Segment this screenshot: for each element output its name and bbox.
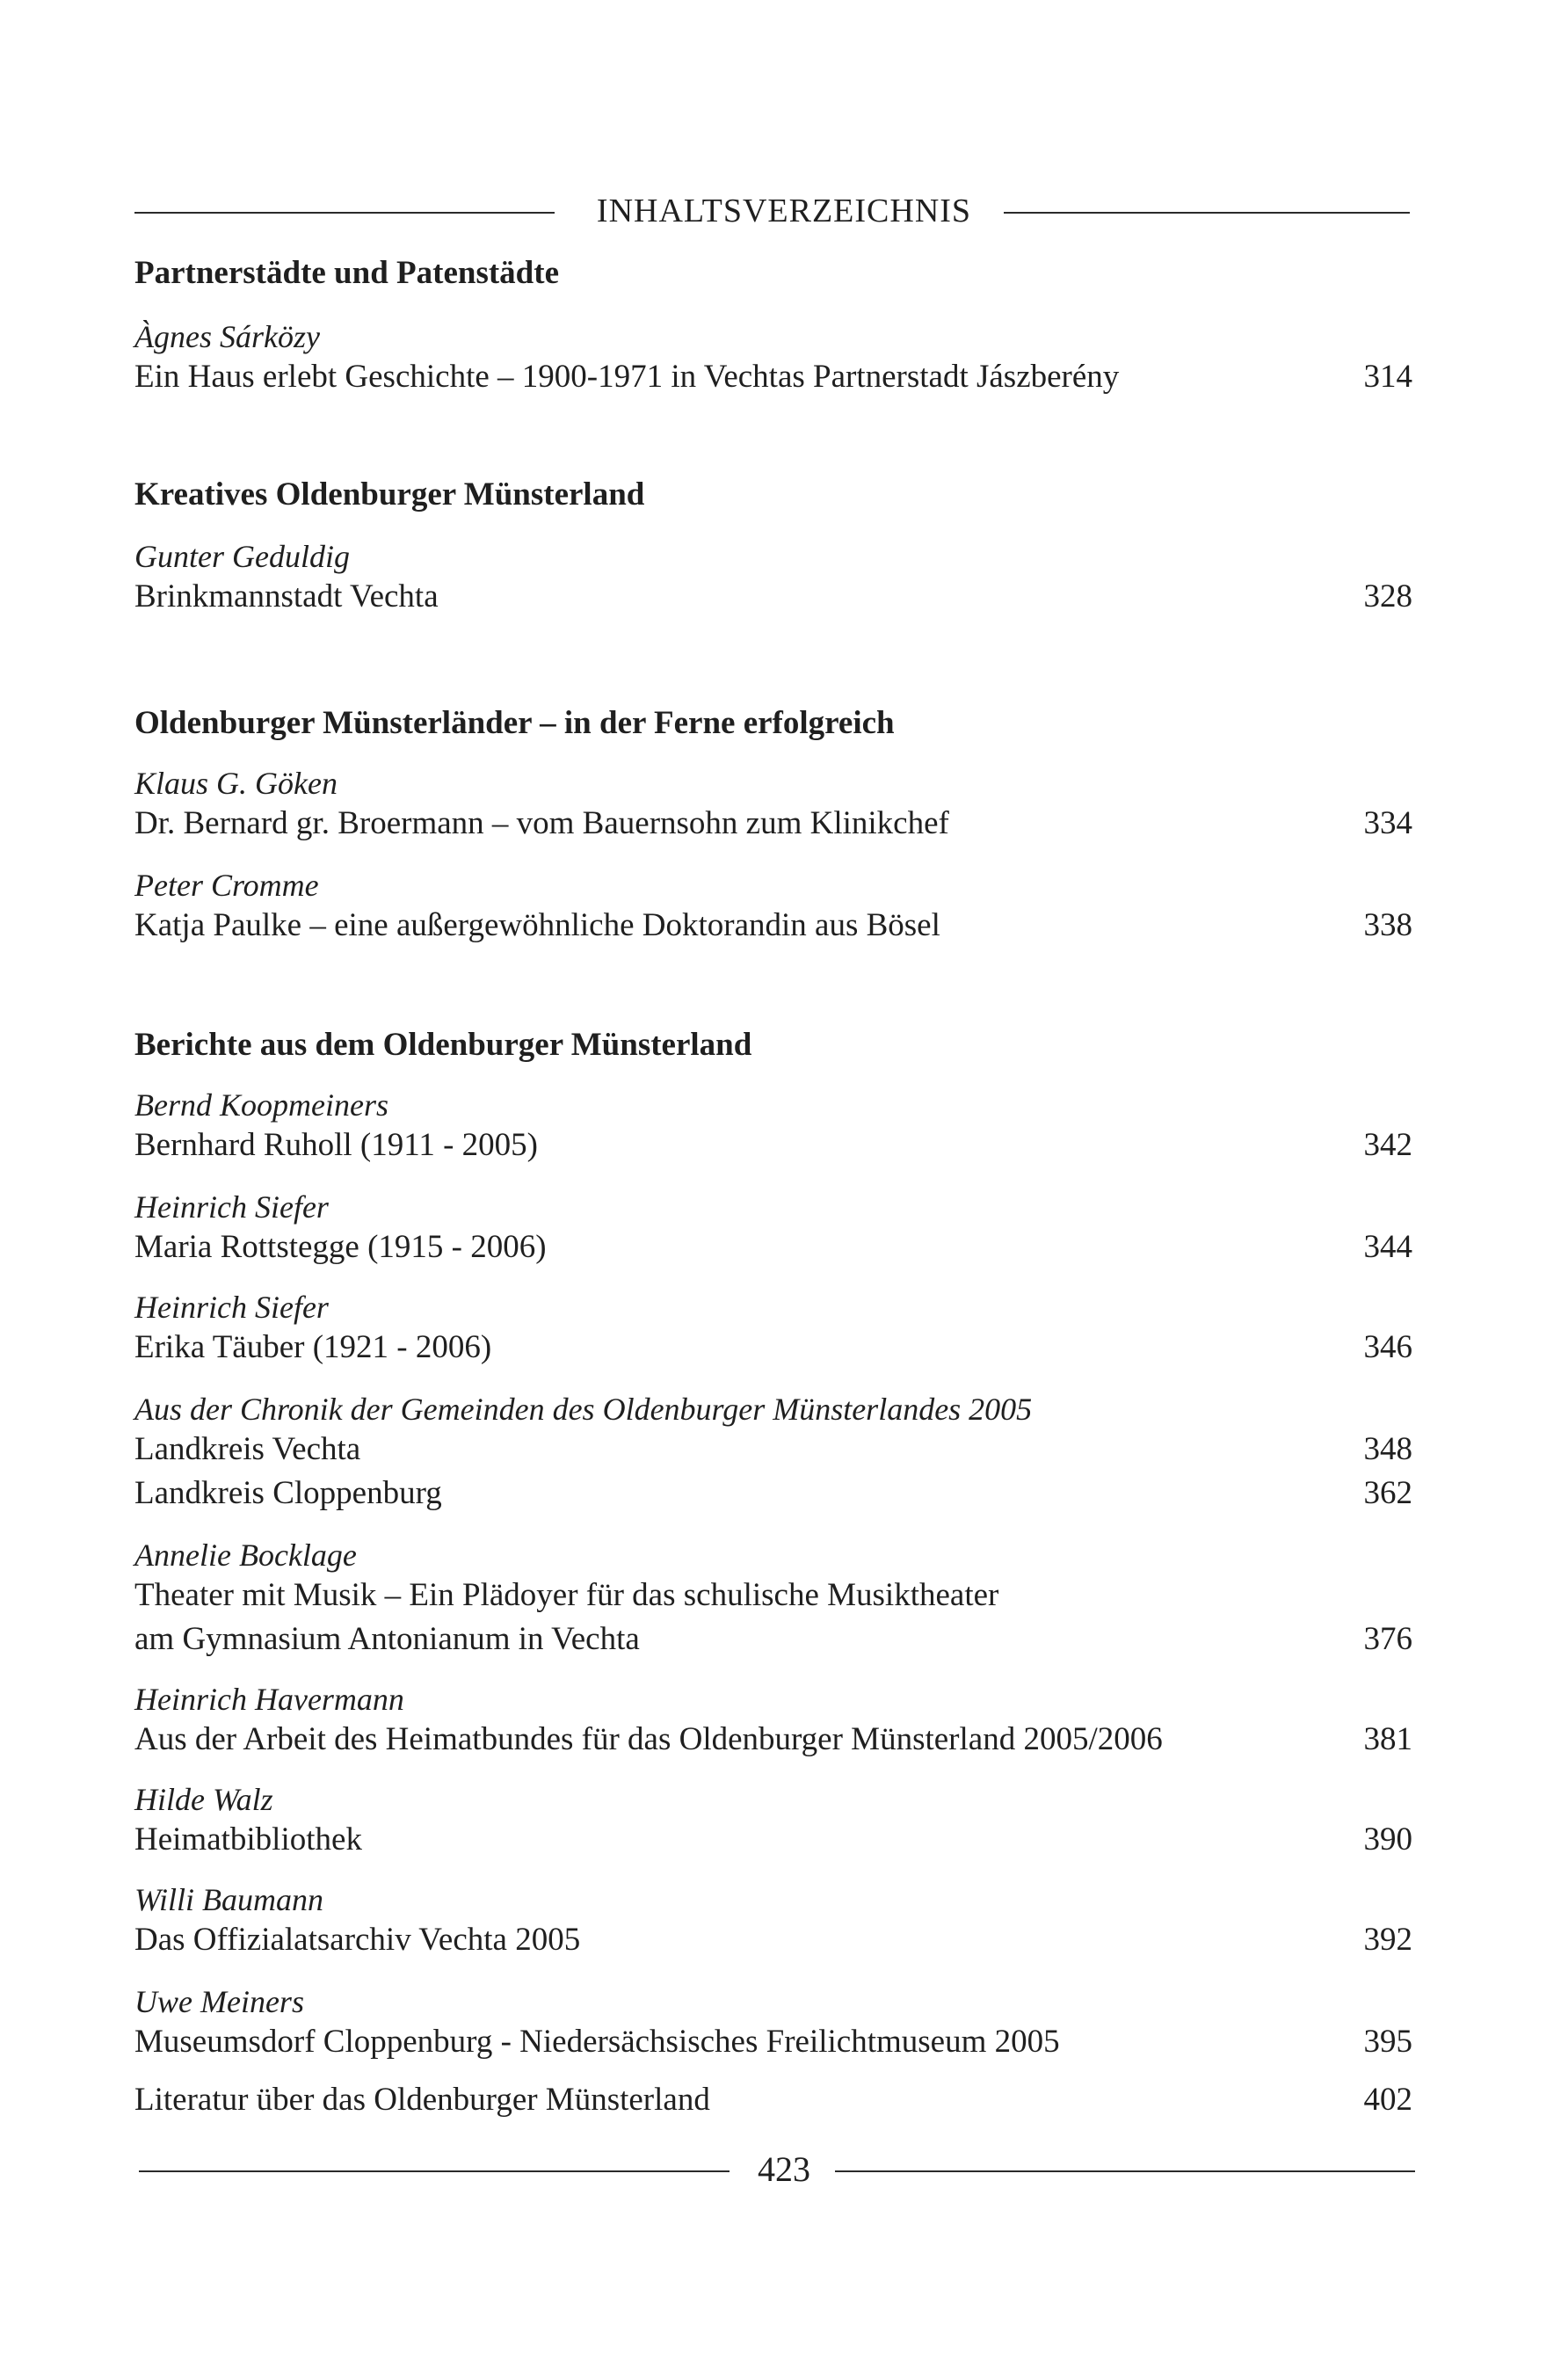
toc-author: Annelie Bocklage xyxy=(134,1538,357,1573)
toc-entry-page: 334 xyxy=(1363,805,1412,841)
toc-entry-title: Dr. Bernard gr. Broermann – vom Bauernsohn zum Klinikchef xyxy=(134,805,949,841)
toc-author: Bernd Koopmeiners xyxy=(134,1087,388,1123)
page-number xyxy=(0,2148,1568,2191)
toc-entry-page: 395 xyxy=(1363,2024,1412,2060)
toc-entry-title: Das Offizialatsarchiv Vechta 2005 xyxy=(134,1922,581,1958)
toc-entry-page: 392 xyxy=(1363,1922,1412,1958)
toc-author: Hilde Walz xyxy=(134,1782,273,1817)
toc-entry-title-line: Theater mit Musik – Ein Plädoyer für das schulische Musiktheater xyxy=(134,1577,999,1613)
toc-author: Willi Baumann xyxy=(134,1882,323,1917)
toc-entry-title: Literatur über das Oldenburger Münsterland xyxy=(134,2082,710,2118)
toc-entry-page: 402 xyxy=(1363,2082,1412,2118)
toc-entry-page: 346 xyxy=(1363,1329,1412,1365)
toc-entry[interactable] xyxy=(134,1820,1412,1860)
toc-entry-title: Ein Haus erlebt Geschichte – 1900-1971 in Vechtas Partnerstadt Jászberény xyxy=(134,359,1120,395)
page-number-text: 423 xyxy=(742,2149,826,2189)
toc-entry[interactable] xyxy=(134,1619,1412,1660)
toc-entry[interactable] xyxy=(134,2080,1412,2120)
toc-entry-page: 390 xyxy=(1363,1821,1412,1857)
toc-entry-page: 328 xyxy=(1363,578,1412,614)
toc-entry-title: Landkreis Cloppenburg xyxy=(134,1475,442,1511)
toc-entry-title: am Gymnasium Antonianum in Vechta xyxy=(134,1621,640,1657)
toc-author: Gunter Geduldig xyxy=(134,539,350,574)
toc-entry[interactable] xyxy=(134,1227,1412,1268)
toc-entry[interactable] xyxy=(134,905,1412,946)
toc-entry-page: 344 xyxy=(1363,1229,1412,1265)
toc-entry-title: Brinkmannstadt Vechta xyxy=(134,578,439,614)
toc-author: Heinrich Havermann xyxy=(134,1682,404,1717)
toc-entry[interactable] xyxy=(134,1125,1412,1166)
section-heading: Partnerstädte und Patenstädte xyxy=(134,255,560,291)
toc-entry[interactable] xyxy=(134,577,1412,617)
toc-author: Uwe Meiners xyxy=(134,1984,304,2019)
toc-author: Àgnes Sárközy xyxy=(134,319,320,354)
toc-author: Peter Cromme xyxy=(134,868,319,903)
toc-entry-title: Museumsdorf Cloppenburg - Niedersächsisches Freilichtmuseum 2005 xyxy=(134,2024,1060,2060)
toc-entry[interactable] xyxy=(134,1429,1412,1470)
toc-entry-title: Heimatbibliothek xyxy=(134,1821,362,1857)
section-heading: Oldenburger Münsterländer – in der Ferne erfolgreich xyxy=(134,705,895,741)
section-heading: Kreatives Oldenburger Münsterland xyxy=(134,476,645,513)
toc-author: Heinrich Siefer xyxy=(134,1290,329,1325)
toc-entry-title: Erika Täuber (1921 - 2006) xyxy=(134,1329,492,1365)
toc-author: Heinrich Siefer xyxy=(134,1189,329,1225)
toc-author: Aus der Chronik der Gemeinden des Oldenburger Münsterlandes 2005 xyxy=(134,1392,1033,1427)
toc-entry-page: 348 xyxy=(1363,1431,1412,1467)
toc-author: Klaus G. Göken xyxy=(134,766,338,801)
page-header xyxy=(0,190,1568,232)
toc-entry-title: Landkreis Vechta xyxy=(134,1431,361,1467)
toc-entry-title: Maria Rottstegge (1915 - 2006) xyxy=(134,1229,547,1265)
toc-entry[interactable] xyxy=(134,357,1412,397)
toc-entry-title: Aus der Arbeit des Heimatbundes für das Oldenburger Münsterland 2005/2006 xyxy=(134,1721,1163,1757)
toc-entry[interactable] xyxy=(134,803,1412,844)
toc-entry-page: 381 xyxy=(1363,1721,1412,1757)
header-title: INHALTSVERZEICHNIS xyxy=(581,193,987,229)
toc-entry-page: 338 xyxy=(1363,907,1412,943)
section-heading: Berichte aus dem Oldenburger Münsterland xyxy=(134,1027,752,1063)
toc-entry-page: 342 xyxy=(1363,1127,1412,1163)
toc-entry[interactable] xyxy=(134,1920,1412,1960)
toc-entry-page: 376 xyxy=(1363,1621,1412,1657)
toc-entry-title: Bernhard Ruholl (1911 - 2005) xyxy=(134,1127,538,1163)
toc-entry[interactable] xyxy=(134,1473,1412,1514)
toc-entry-title: Katja Paulke – eine außergewöhnliche Doktorandin aus Bösel xyxy=(134,907,940,943)
toc-entry[interactable] xyxy=(134,1719,1412,1760)
toc-entry[interactable] xyxy=(134,2022,1412,2062)
toc-entry[interactable] xyxy=(134,1327,1412,1368)
toc-entry-page: 314 xyxy=(1363,359,1412,395)
toc-entry-page: 362 xyxy=(1363,1475,1412,1511)
